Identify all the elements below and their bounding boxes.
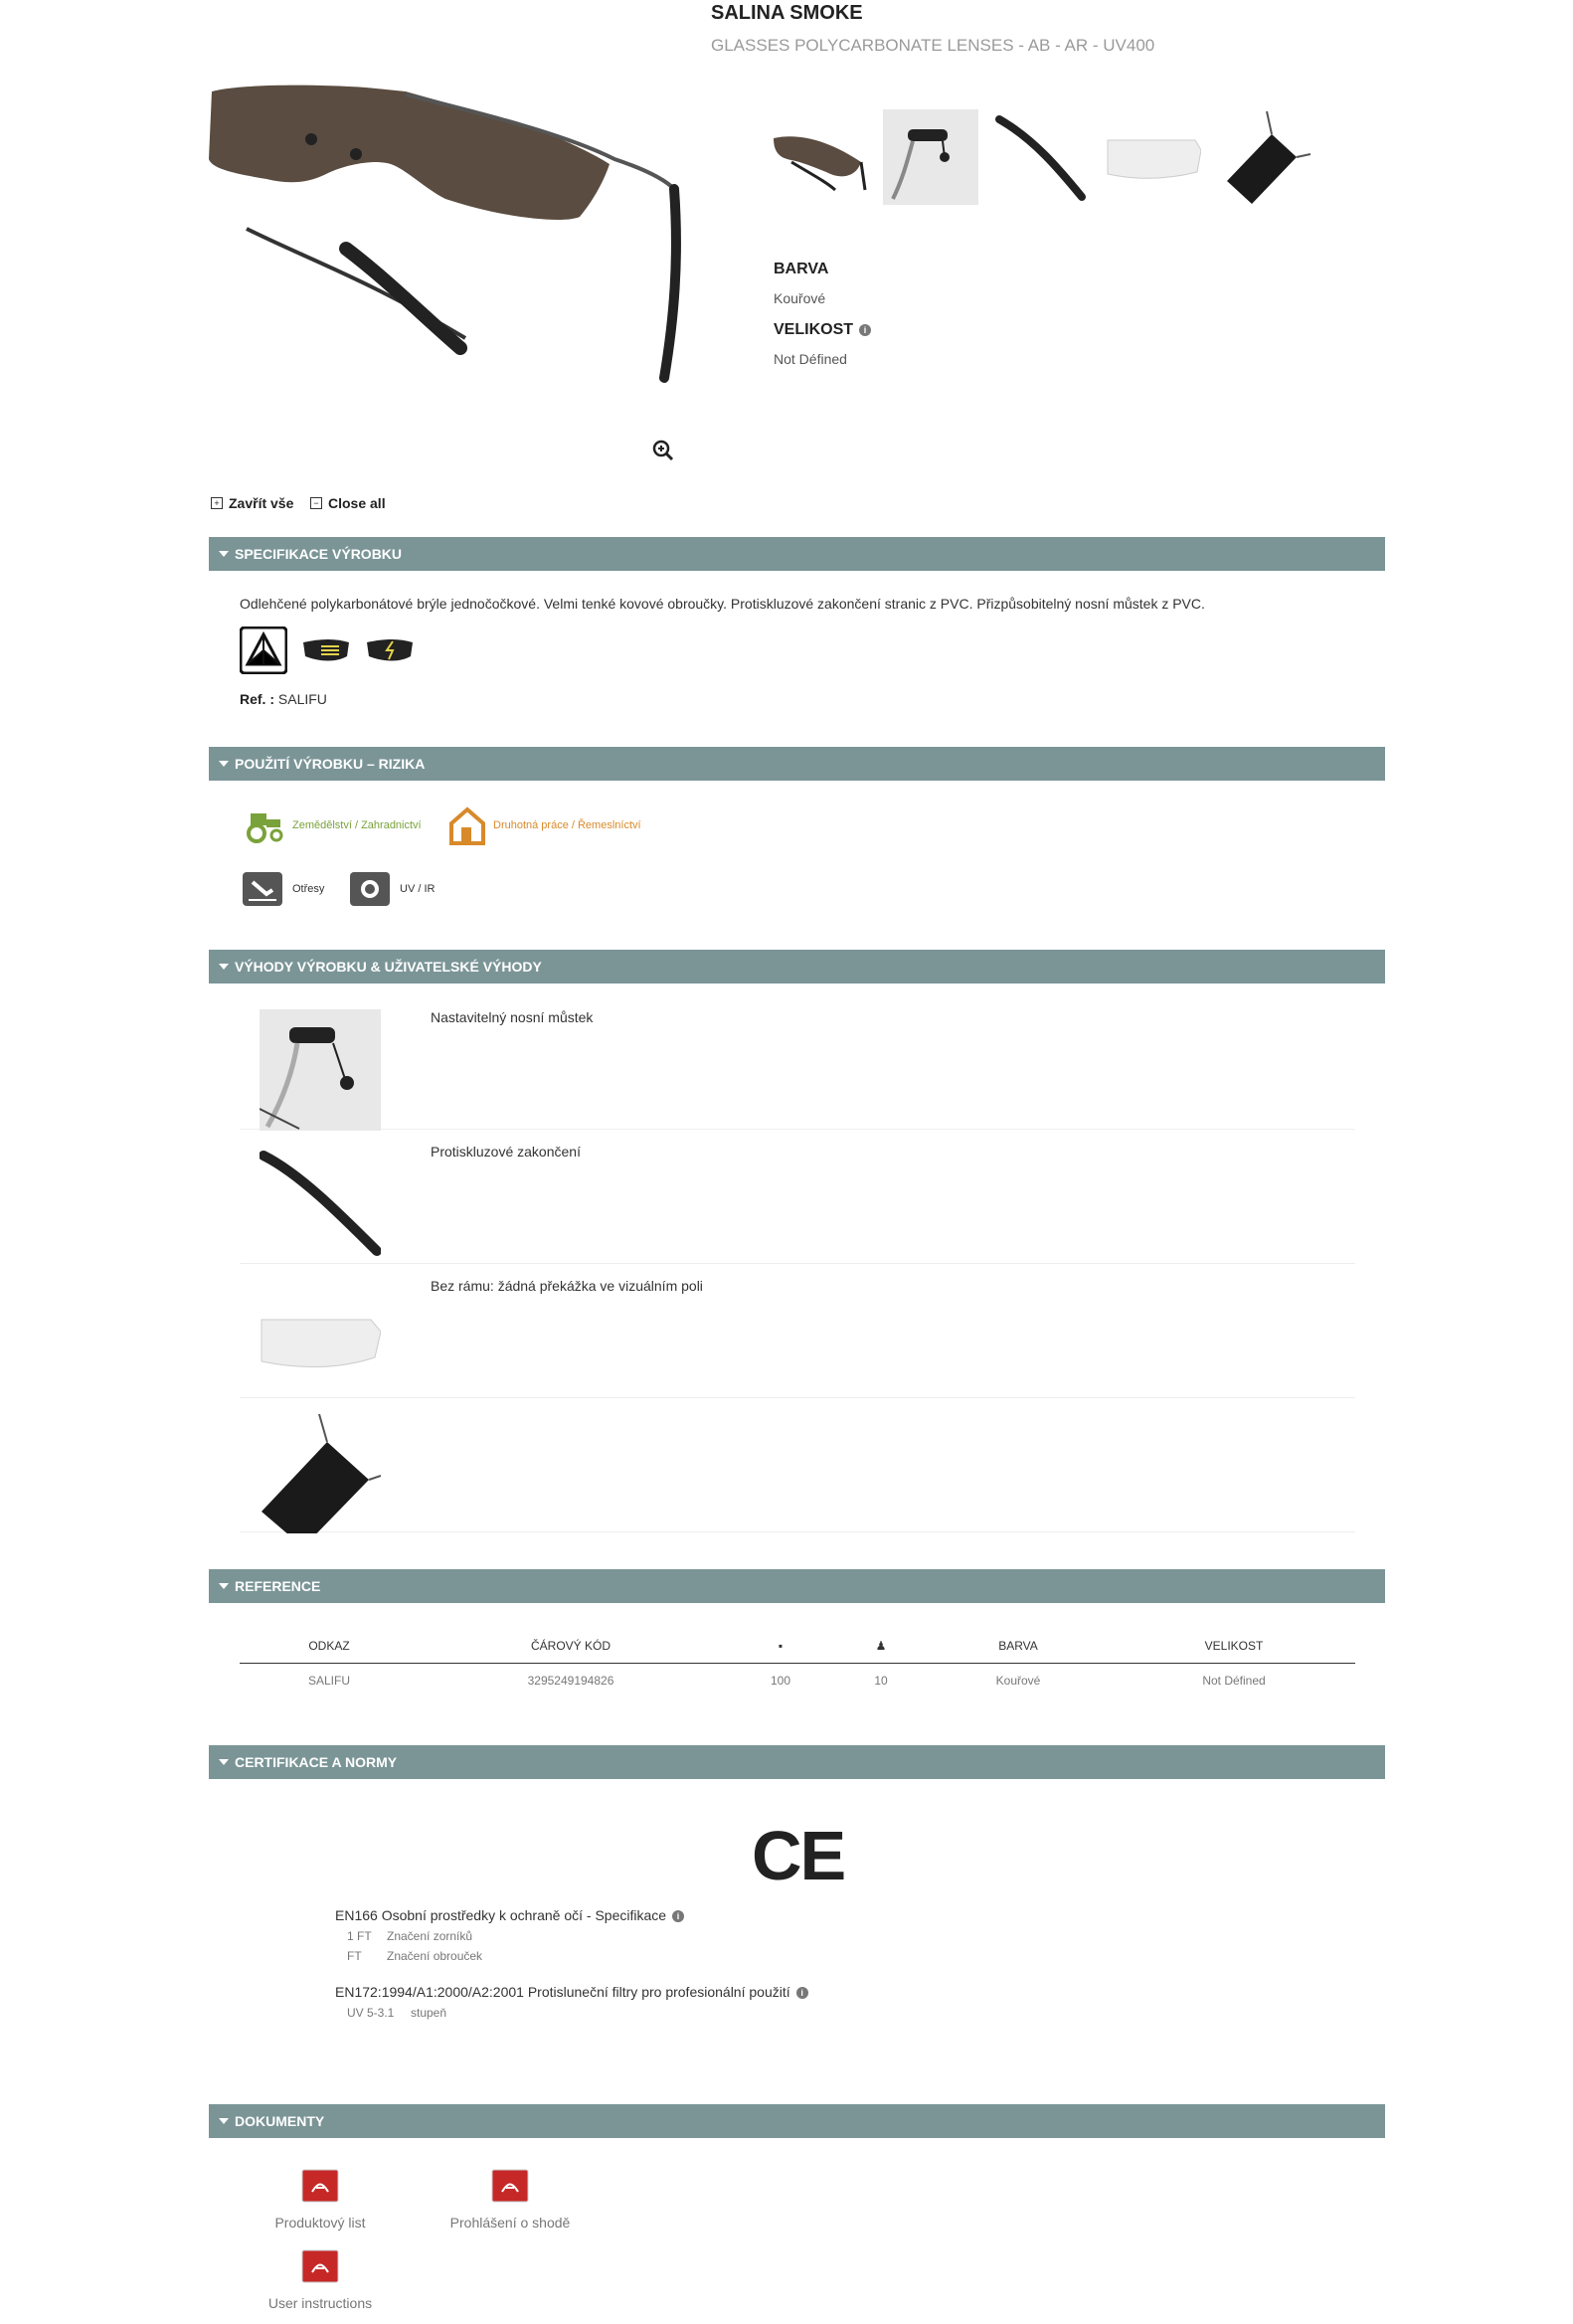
sector-agriculture xyxy=(243,807,422,843)
section-documents-title: DOKUMENTY xyxy=(235,2113,325,2129)
section-reference-header[interactable] xyxy=(209,1569,1385,1603)
minus-square-icon: − xyxy=(310,497,322,509)
section-documents-header[interactable] xyxy=(209,2104,1385,2138)
norm-item-code: UV 5-3.1 xyxy=(347,2006,395,2020)
ref-label: Ref. : xyxy=(240,691,274,707)
section-benefits-title: VÝHODY VÝROBKU & UŽIVATELSKÉ VÝHODY xyxy=(235,959,542,975)
col-header-size: VELIKOST xyxy=(1204,1639,1264,1653)
risk-impact-label: Otřesy xyxy=(292,883,325,895)
close-all-label: Close all xyxy=(328,495,386,511)
benefit-text: Bez rámu: žádná překážka ve vizuálním poli xyxy=(431,1278,703,1294)
benefit-row xyxy=(240,1130,1355,1264)
caret-down-icon xyxy=(219,964,229,970)
caret-down-icon xyxy=(219,1583,229,1589)
document-label: Prohlášení o shodě xyxy=(449,2215,571,2231)
open-all-label: Zavřít vše xyxy=(229,495,294,511)
document-link[interactable] xyxy=(251,2168,390,2231)
cell-color: Kouřové xyxy=(995,1674,1041,1688)
cell-barcode: 3295249194826 xyxy=(527,1674,614,1688)
norm-item-label: Značení obrouček xyxy=(387,1949,483,1963)
caret-down-icon xyxy=(219,761,229,767)
product-main-image[interactable] xyxy=(207,80,704,398)
document-label: User instructions xyxy=(267,2295,373,2311)
thumbnail-lens[interactable] xyxy=(1106,109,1201,205)
anti-fog-icon xyxy=(301,636,351,664)
norm-title: EN166 Osobní prostředky k ochraně očí - Specifikace xyxy=(335,1907,667,1923)
col-header-color: BARVA xyxy=(998,1639,1038,1653)
zoom-icon[interactable] xyxy=(652,440,674,461)
caret-down-icon xyxy=(219,551,229,557)
house-tools-icon xyxy=(447,805,487,845)
norm-en172 xyxy=(335,1984,808,2020)
close-all-toggle[interactable] xyxy=(310,495,386,511)
benefit-row xyxy=(240,995,1355,1130)
pdf-icon xyxy=(300,2248,340,2284)
pdf-icon xyxy=(300,2168,340,2204)
cell-box-qty: 100 xyxy=(770,1674,791,1688)
section-benefits-header[interactable] xyxy=(209,950,1385,983)
product-title: SALINA SMOKE xyxy=(711,2,863,24)
pouch-image xyxy=(260,1412,381,1533)
size-value: Not Défined xyxy=(774,351,847,367)
sector-agriculture-label: Zemědělství / Zahradnictví xyxy=(292,819,422,831)
thumbnail-strip xyxy=(772,109,1312,205)
norm-item-code: 1 FT xyxy=(347,1929,372,1943)
table-row xyxy=(240,1664,1355,1698)
section-certification-header[interactable] xyxy=(209,1745,1385,1779)
cell-ref: SALIFU xyxy=(307,1674,350,1688)
section-spec-header[interactable] xyxy=(209,537,1385,571)
tractor-icon xyxy=(243,807,286,843)
section-spec-title: SPECIFIKACE VÝROBKU xyxy=(235,546,403,562)
benefit-text: Protiskluzové zakončení xyxy=(431,1144,581,1160)
sector-craft xyxy=(447,805,641,845)
uv-icon xyxy=(350,872,390,906)
section-certification-title: CERTIFIKACE A NORMY xyxy=(235,1754,398,1770)
benefit-row xyxy=(240,1264,1355,1398)
size-label-row xyxy=(774,321,871,339)
temple-tip-image xyxy=(260,1144,381,1265)
product-subtitle: GLASSES POLYCARBONATE LENSES - AB - AR - UV400 xyxy=(711,36,1155,55)
risk-uv xyxy=(350,872,435,906)
thumbnail-temple[interactable] xyxy=(994,109,1090,205)
person-icon: ♟ xyxy=(875,1639,887,1653)
col-header-barcode: ČÁROVÝ KÓD xyxy=(530,1639,611,1653)
risk-impact xyxy=(243,872,324,906)
thumbnail-glasses-side[interactable] xyxy=(772,109,867,205)
plus-square-icon: + xyxy=(211,497,223,509)
color-label: BARVA xyxy=(774,261,829,277)
product-description: Odlehčené polykarbonátové brýle jednočočkové. Velmi tenké kovové obroučky. Protiskluzové zakončení stranic z PVC. Přizpůsobitelný nosní můstek z PVC. xyxy=(240,596,1205,612)
reference-table xyxy=(240,1629,1355,1698)
info-icon[interactable]: i xyxy=(796,1987,808,1999)
delta-logo-icon xyxy=(240,626,287,674)
size-label: VELIKOST xyxy=(774,321,854,338)
document-link[interactable] xyxy=(251,2248,390,2311)
thumbnail-pouch[interactable] xyxy=(1217,109,1312,205)
cell-unit-qty: 10 xyxy=(874,1674,888,1688)
table-header xyxy=(240,1629,1355,1664)
norm-title: EN172:1994/A1:2000/A2:2001 Protisluneční filtry pro profesionální použití xyxy=(335,1984,790,2000)
norm-item-code: FT xyxy=(347,1949,362,1963)
norm-item-label: stupeň xyxy=(411,2006,447,2020)
cell-size: Not Défined xyxy=(1202,1674,1266,1688)
pdf-icon xyxy=(490,2168,530,2204)
document-link[interactable] xyxy=(440,2168,580,2231)
info-icon[interactable]: i xyxy=(859,324,871,336)
box-icon: ▪ xyxy=(778,1639,784,1653)
document-label: Produktový list xyxy=(274,2215,366,2231)
benefit-row xyxy=(240,1398,1355,1532)
open-all-toggle[interactable] xyxy=(211,495,293,511)
thumbnail-nose-bridge[interactable] xyxy=(883,109,978,205)
color-value: Kouřové xyxy=(774,290,826,306)
rimless-lens-image xyxy=(260,1278,381,1399)
impact-icon xyxy=(243,872,282,906)
ce-mark: CE xyxy=(752,1817,845,1894)
risk-uv-label: UV / IR xyxy=(400,883,436,895)
anti-scratch-icon xyxy=(365,636,415,664)
reference-line xyxy=(240,691,327,707)
norm-en166 xyxy=(335,1907,684,1963)
sector-craft-label: Druhotná práce / Řemeslníctví xyxy=(493,819,641,831)
spec-badges xyxy=(240,626,415,674)
ref-value: SALIFU xyxy=(277,691,327,707)
norm-item-label: Značení zorníků xyxy=(387,1929,473,1943)
caret-down-icon xyxy=(219,1759,229,1765)
col-header-ref: ODKAZ xyxy=(308,1639,350,1653)
section-usage-header[interactable] xyxy=(209,747,1385,781)
section-reference-title: REFERENCE xyxy=(235,1578,321,1594)
caret-down-icon xyxy=(219,2118,229,2124)
nose-bridge-image xyxy=(260,1009,381,1131)
benefit-text: Nastavitelný nosní můstek xyxy=(431,1009,594,1025)
info-icon[interactable]: i xyxy=(672,1910,684,1922)
section-usage-title: POUŽITÍ VÝROBKU – RIZIKA xyxy=(235,756,426,772)
